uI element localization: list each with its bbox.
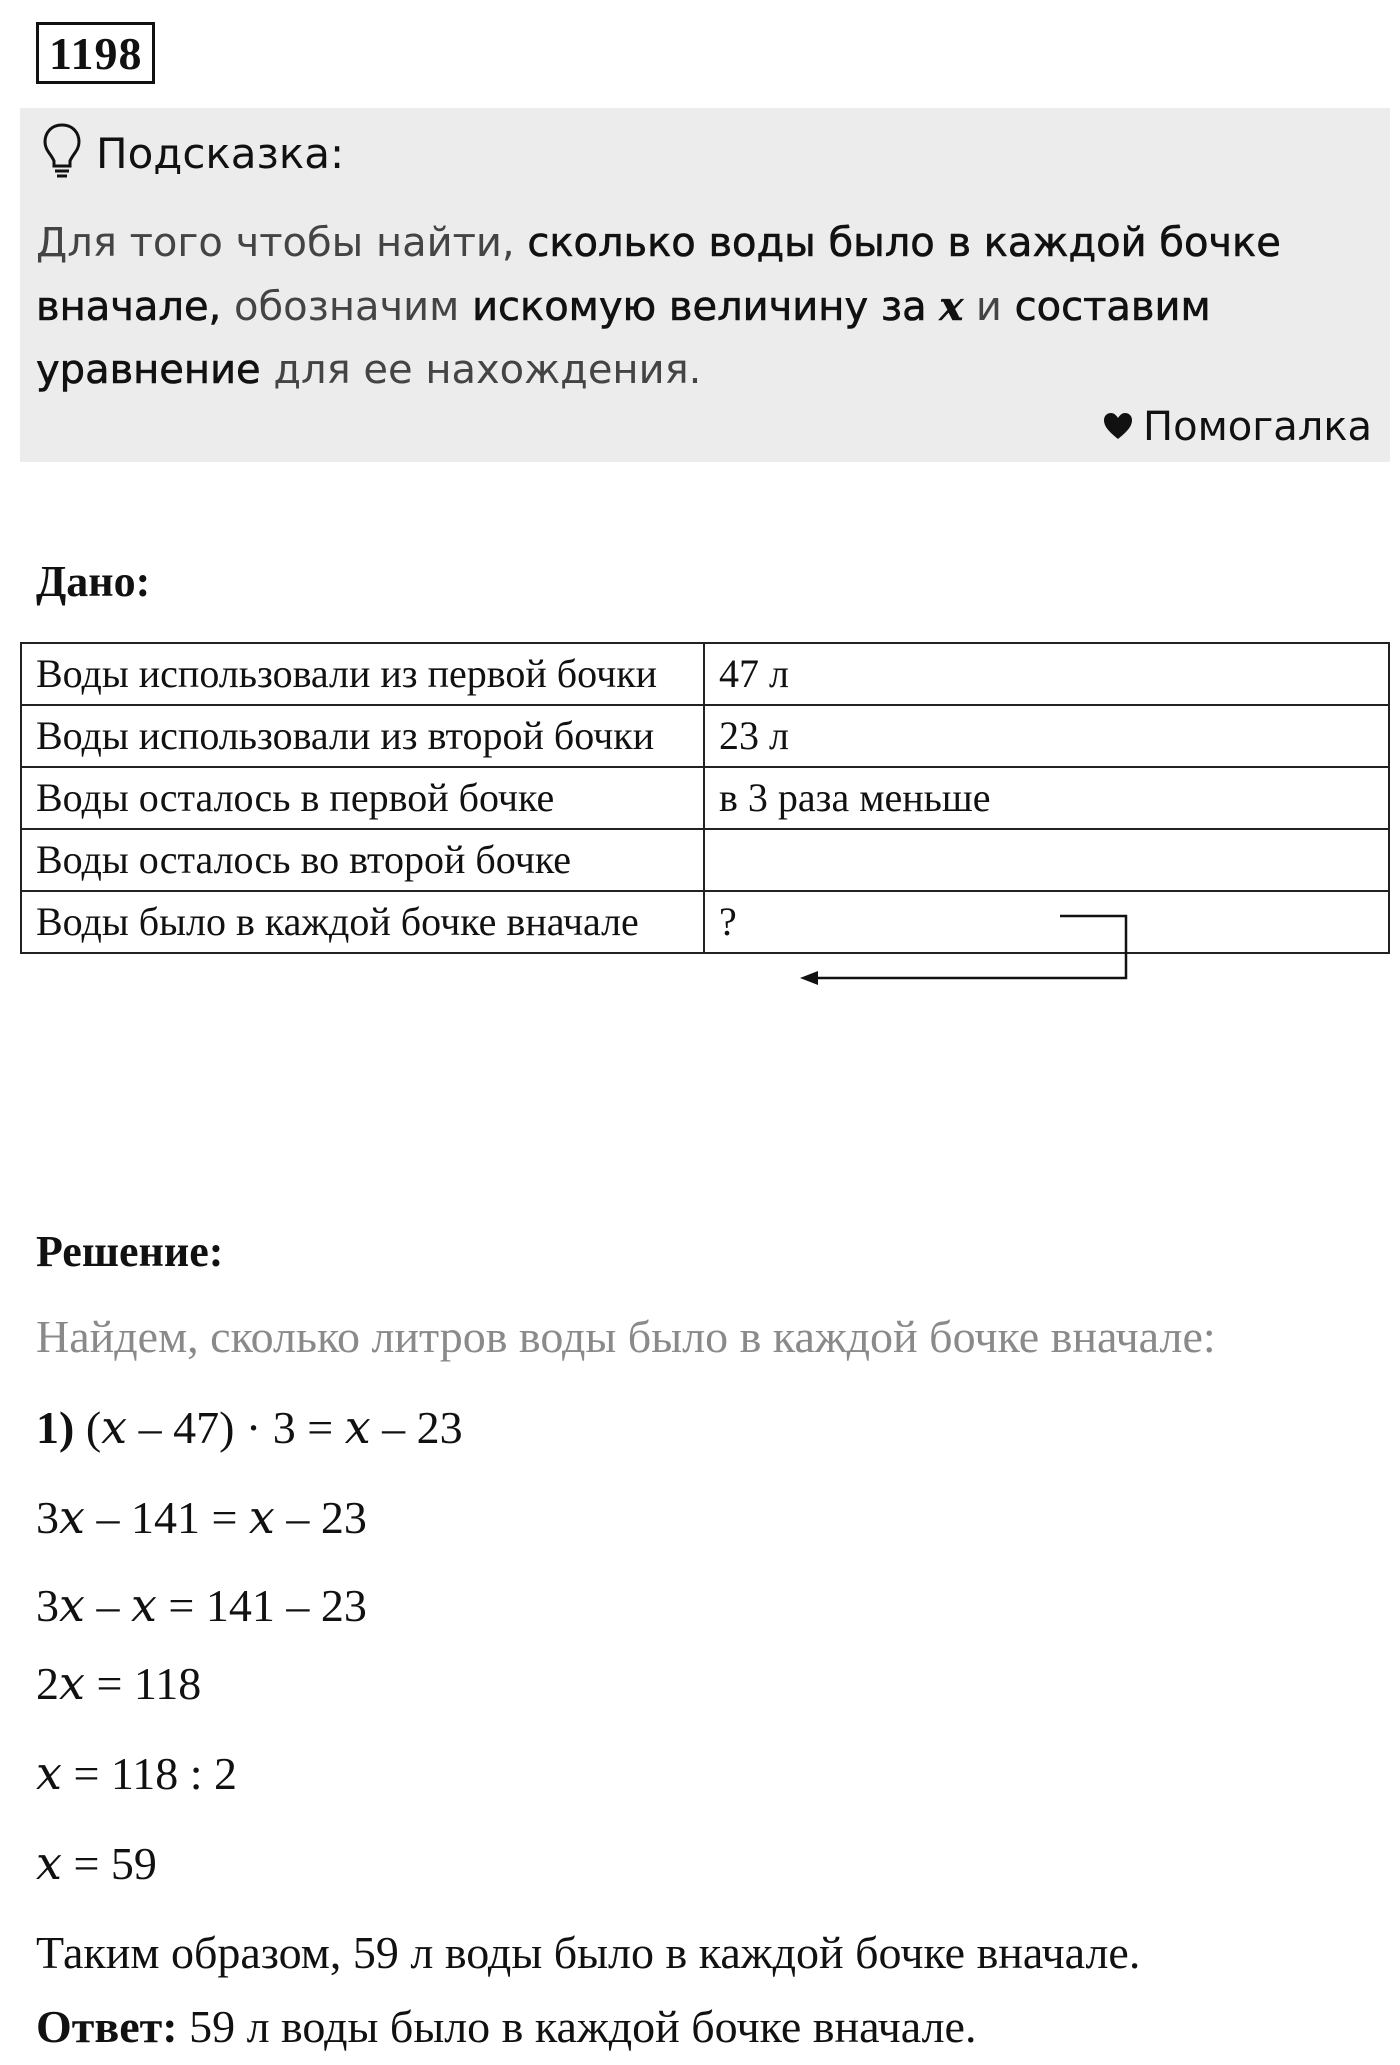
given-value: ? [704,891,1389,953]
hint-text [36,212,1366,402]
hint-segment: сколько воды было в каждой бочке вначале, [36,220,1281,330]
given-label: Воды было в каждой бочке вначале [21,891,704,953]
solution-title: Решение: [36,1227,224,1276]
answer-label: Ответ: [36,2001,178,2052]
equation: x = 59 [36,1836,157,1890]
table-row [21,705,1389,767]
step-label: 1) [36,1402,75,1453]
conclusion: Таким образом, 59 л воды было в каждой бочке вначале. [36,1927,1141,1978]
equation-step-1 [36,1400,463,1454]
equation: 3x – x = 141 – 23 [36,1578,367,1632]
table-row [21,767,1389,829]
hint-box [20,108,1390,462]
answer-text: 59 л воды было в каждой бочке вначале. [189,2001,977,2052]
hint-segment: искомую величину за [472,284,940,330]
given-value: в 3 раза меньше [704,767,1389,829]
table-row [21,891,1389,953]
given-value: 47 л [704,643,1389,705]
hint-header [42,118,344,188]
given-title: Дано: [36,557,151,606]
hint-segment: составим уравнение [36,284,1211,393]
hint-segment: обозначим [221,284,473,330]
equation: x = 118 : 2 [36,1746,237,1800]
hint-segment: x [939,283,964,330]
solution-intro: Найдем, сколько литров воды было в каждой бочке вначале: [36,1311,1216,1362]
given-label: Воды использовали из первой бочки [21,643,704,705]
given-value: 23 л [704,705,1389,767]
given-label: Воды осталось во второй бочке [21,829,704,891]
given-table [20,642,1390,954]
task-number: 1198 [36,22,155,84]
heart-icon [1103,404,1133,450]
given-label: Воды осталось в первой бочке [21,767,704,829]
equation: 2x = 118 [36,1656,202,1710]
hint-title: Подсказка: [96,128,345,178]
hint-segment: и [963,284,1015,330]
equation: (x – 47) · 3 = x – 23 [85,1400,463,1454]
hint-segment: Для того чтобы найти, [36,220,528,266]
given-value [704,829,1389,891]
table-row [21,643,1389,705]
answer-line [36,2000,976,2053]
lightbulb-icon [42,122,82,184]
equation: 3x – 141 = x – 23 [36,1490,367,1544]
brand-name: Помогалка [1143,404,1372,450]
given-label: Воды использовали из второй бочки [21,705,704,767]
table-row [21,829,1389,891]
hint-segment: для ее нахождения. [260,347,702,393]
brand [1103,404,1372,450]
